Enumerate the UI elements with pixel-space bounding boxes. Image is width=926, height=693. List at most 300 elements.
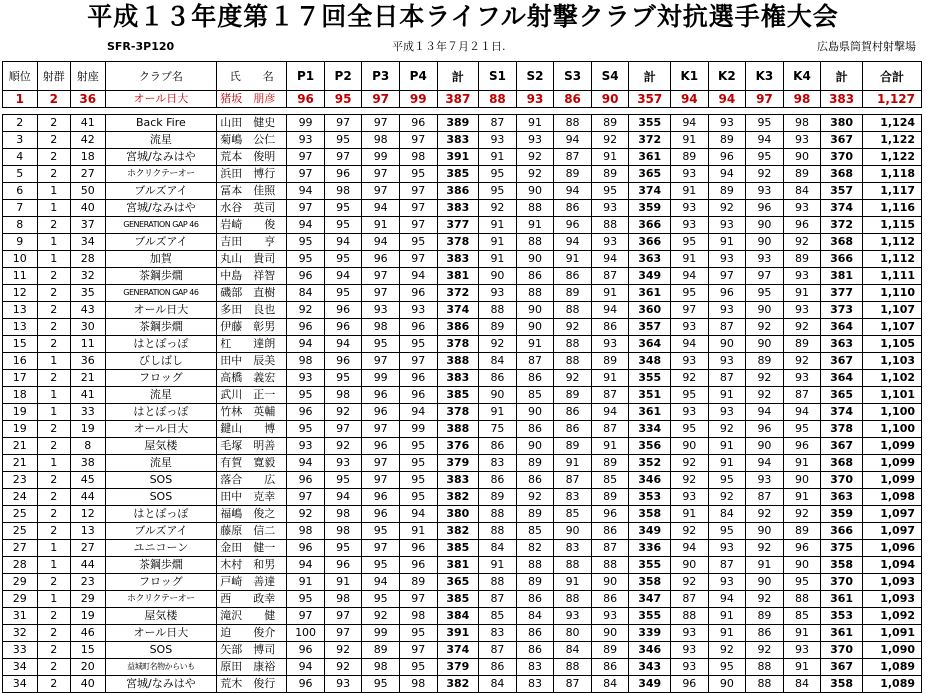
- kneeling-score-cell: 93: [708, 302, 746, 319]
- standing-sum-cell: 346: [629, 642, 671, 659]
- prone-score-cell: 96: [399, 557, 437, 574]
- prone-score-cell: 92: [287, 506, 325, 523]
- spacer-cell: [516, 108, 554, 115]
- standing-score-cell: 89: [516, 455, 554, 472]
- prone-score-cell: 92: [287, 302, 325, 319]
- standing-score-cell: 93: [591, 336, 629, 353]
- rank-cell: 11: [3, 268, 38, 285]
- standing-score-cell: 91: [479, 149, 517, 166]
- standing-score-cell: 86: [554, 268, 592, 285]
- kneeling-sum-cell: 361: [821, 591, 863, 608]
- rank-cell: 29: [3, 591, 38, 608]
- table-row: [3, 268, 922, 285]
- standing-score-cell: 91: [479, 217, 517, 234]
- prone-sum-cell: 383: [437, 370, 479, 387]
- standing-score-cell: 91: [479, 557, 517, 574]
- grand-total-cell: 1,118: [862, 166, 921, 183]
- spacer-cell: [479, 108, 517, 115]
- prone-score-cell: 99: [362, 370, 400, 387]
- club-cell: オール日大: [105, 91, 217, 108]
- prone-score-cell: 94: [287, 455, 325, 472]
- standing-score-cell: 96: [591, 506, 629, 523]
- kneeling-score-cell: 92: [671, 574, 709, 591]
- spacer-cell: [217, 108, 287, 115]
- rank-cell: 34: [3, 659, 38, 676]
- prone-score-cell: 96: [287, 642, 325, 659]
- lane-cell: 36: [71, 91, 106, 108]
- standing-score-cell: 93: [554, 608, 592, 625]
- standing-score-cell: 88: [516, 285, 554, 302]
- kneeling-score-cell: 92: [671, 370, 709, 387]
- kneeling-score-cell: 95: [708, 523, 746, 540]
- kneeling-score-cell: 93: [708, 574, 746, 591]
- club-cell: 宮城/なみはや: [105, 200, 217, 217]
- kneeling-score-cell: 90: [746, 438, 784, 455]
- grand-total-cell: 1,093: [862, 574, 921, 591]
- prone-sum-cell: 383: [437, 472, 479, 489]
- kneeling-score-cell: 92: [708, 642, 746, 659]
- prone-score-cell: 84: [287, 285, 325, 302]
- standing-score-cell: 88: [554, 302, 592, 319]
- spacer-cell: [105, 108, 217, 115]
- shooter-name-cell: 藤原 信二: [217, 523, 287, 540]
- table-row: [3, 506, 922, 523]
- prone-sum-cell: 377: [437, 217, 479, 234]
- prone-score-cell: 95: [324, 472, 362, 489]
- standing-score-cell: 89: [479, 319, 517, 336]
- table-row: [3, 319, 922, 336]
- kneeling-sum-cell: 381: [821, 268, 863, 285]
- standing-score-cell: 88: [516, 234, 554, 251]
- prone-score-cell: 96: [362, 438, 400, 455]
- prone-score-cell: 98: [362, 659, 400, 676]
- kneeling-sum-cell: 366: [821, 251, 863, 268]
- prone-score-cell: 95: [324, 132, 362, 149]
- prone-score-cell: 97: [287, 489, 325, 506]
- spacer-cell: [554, 108, 592, 115]
- kneeling-score-cell: 94: [746, 132, 784, 149]
- prone-score-cell: 91: [399, 523, 437, 540]
- standing-score-cell: 91: [554, 251, 592, 268]
- grand-total-cell: 1,122: [862, 132, 921, 149]
- prone-score-cell: 94: [287, 183, 325, 200]
- kneeling-score-cell: 93: [783, 268, 821, 285]
- event-date: 平成１３年７月２１日.: [392, 40, 506, 53]
- kneeling-score-cell: 95: [671, 421, 709, 438]
- kneeling-score-cell: 84: [708, 506, 746, 523]
- kneeling-score-cell: 96: [708, 149, 746, 166]
- kneeling-score-cell: 93: [671, 217, 709, 234]
- spacer-cell: [591, 108, 629, 115]
- grand-total-cell: 1,097: [862, 523, 921, 540]
- kneeling-score-cell: 91: [671, 251, 709, 268]
- kneeling-score-cell: 90: [746, 234, 784, 251]
- prone-score-cell: 94: [362, 234, 400, 251]
- kneeling-score-cell: 97: [746, 268, 784, 285]
- header-k1: K1: [671, 62, 709, 91]
- rank-cell: 2: [3, 115, 38, 132]
- page-title: 平成１３年度第１７回全日本ライフル射撃クラブ対抗選手権大会: [87, 2, 839, 31]
- lane-cell: 42: [71, 132, 106, 149]
- prone-score-cell: 97: [399, 200, 437, 217]
- prone-score-cell: 94: [399, 404, 437, 421]
- prone-score-cell: 94: [324, 336, 362, 353]
- club-cell: 屋気楼: [105, 608, 217, 625]
- prone-score-cell: 97: [362, 268, 400, 285]
- lane-cell: 38: [71, 455, 106, 472]
- grand-total-cell: 1,105: [862, 336, 921, 353]
- prone-score-cell: 96: [399, 387, 437, 404]
- prone-sum-cell: 388: [437, 353, 479, 370]
- prone-score-cell: 98: [324, 523, 362, 540]
- standing-score-cell: 93: [479, 132, 517, 149]
- standing-sum-cell: 334: [629, 421, 671, 438]
- club-cell: ホクリクテーオー: [105, 166, 217, 183]
- shooter-name-cell: 岩崎 俊: [217, 217, 287, 234]
- prone-score-cell: 97: [362, 540, 400, 557]
- lane-cell: 44: [71, 489, 106, 506]
- standing-score-cell: 89: [554, 387, 592, 404]
- standing-sum-cell: 361: [629, 285, 671, 302]
- spacer-cell: [3, 108, 38, 115]
- standing-score-cell: 89: [554, 166, 592, 183]
- kneeling-score-cell: 90: [783, 472, 821, 489]
- grand-total-cell: 1,112: [862, 234, 921, 251]
- standing-score-cell: 91: [479, 404, 517, 421]
- standing-sum-cell: 352: [629, 455, 671, 472]
- kneeling-score-cell: 90: [671, 438, 709, 455]
- club-cell: はとぽっぽ: [105, 336, 217, 353]
- prone-sum-cell: 387: [437, 91, 479, 108]
- group-cell: 1: [37, 540, 71, 557]
- standing-score-cell: 86: [516, 591, 554, 608]
- kneeling-score-cell: 95: [708, 472, 746, 489]
- prone-score-cell: 100: [287, 625, 325, 642]
- standing-sum-cell: 372: [629, 132, 671, 149]
- standing-score-cell: 83: [479, 625, 517, 642]
- kneeling-sum-cell: 357: [821, 183, 863, 200]
- kneeling-score-cell: 92: [671, 472, 709, 489]
- standing-score-cell: 92: [516, 149, 554, 166]
- standing-score-cell: 89: [591, 353, 629, 370]
- club-cell: はとぽっぽ: [105, 404, 217, 421]
- standing-score-cell: 86: [516, 268, 554, 285]
- grand-total-cell: 1,092: [862, 608, 921, 625]
- standing-sum-cell: 347: [629, 591, 671, 608]
- standing-score-cell: 86: [479, 370, 517, 387]
- standing-score-cell: 92: [479, 200, 517, 217]
- standing-score-cell: 93: [591, 200, 629, 217]
- prone-score-cell: 98: [399, 149, 437, 166]
- group-cell: 2: [37, 574, 71, 591]
- lane-cell: 43: [71, 302, 106, 319]
- prone-score-cell: 94: [399, 268, 437, 285]
- prone-score-cell: 92: [324, 659, 362, 676]
- lane-cell: 18: [71, 149, 106, 166]
- standing-sum-cell: 348: [629, 353, 671, 370]
- standing-score-cell: 86: [516, 625, 554, 642]
- prone-score-cell: 97: [287, 149, 325, 166]
- standing-score-cell: 92: [516, 166, 554, 183]
- standing-sum-cell: 363: [629, 251, 671, 268]
- standing-score-cell: 92: [554, 370, 592, 387]
- kneeling-score-cell: 93: [783, 132, 821, 149]
- lane-cell: 32: [71, 268, 106, 285]
- table-row: [3, 625, 922, 642]
- prone-score-cell: 95: [287, 251, 325, 268]
- standing-sum-cell: 365: [629, 166, 671, 183]
- prone-score-cell: 99: [362, 625, 400, 642]
- rank-cell: 19: [3, 421, 38, 438]
- kneeling-score-cell: 84: [783, 676, 821, 693]
- prone-score-cell: 97: [324, 149, 362, 166]
- group-cell: 2: [37, 166, 71, 183]
- kneeling-score-cell: 94: [708, 91, 746, 108]
- prone-score-cell: 96: [324, 302, 362, 319]
- lane-cell: 28: [71, 251, 106, 268]
- lane-cell: 30: [71, 319, 106, 336]
- prone-score-cell: 97: [324, 608, 362, 625]
- rank-cell: 12: [3, 285, 38, 302]
- kneeling-score-cell: 90: [783, 557, 821, 574]
- rank-cell: 17: [3, 370, 38, 387]
- prone-score-cell: 95: [399, 472, 437, 489]
- kneeling-score-cell: 90: [746, 302, 784, 319]
- kneeling-score-cell: 91: [671, 506, 709, 523]
- kneeling-sum-cell: 358: [821, 557, 863, 574]
- rank-cell: 10: [3, 251, 38, 268]
- standing-score-cell: 86: [516, 642, 554, 659]
- kneeling-score-cell: 94: [671, 268, 709, 285]
- standing-score-cell: 90: [516, 251, 554, 268]
- kneeling-score-cell: 91: [783, 455, 821, 472]
- group-cell: 2: [37, 676, 71, 693]
- kneeling-score-cell: 94: [783, 404, 821, 421]
- group-cell: 2: [37, 642, 71, 659]
- rank-cell: 24: [3, 489, 38, 506]
- prone-score-cell: 96: [362, 387, 400, 404]
- standing-score-cell: 86: [479, 659, 517, 676]
- standing-score-cell: 88: [516, 200, 554, 217]
- prone-score-cell: 97: [399, 353, 437, 370]
- standing-score-cell: 87: [479, 642, 517, 659]
- standing-score-cell: 87: [591, 421, 629, 438]
- prone-score-cell: 93: [324, 676, 362, 693]
- shooter-name-cell: 山田 健史: [217, 115, 287, 132]
- kneeling-score-cell: 92: [671, 523, 709, 540]
- standing-score-cell: 89: [591, 642, 629, 659]
- prone-score-cell: 95: [399, 455, 437, 472]
- prone-score-cell: 97: [362, 91, 400, 108]
- standing-score-cell: 89: [554, 438, 592, 455]
- grand-total-cell: 1,094: [862, 557, 921, 574]
- header-k3: K3: [746, 62, 784, 91]
- spacer-cell: [783, 108, 821, 115]
- kneeling-score-cell: 96: [783, 540, 821, 557]
- kneeling-score-cell: 96: [783, 438, 821, 455]
- kneeling-score-cell: 92: [783, 353, 821, 370]
- standing-score-cell: 88: [554, 659, 592, 676]
- standing-score-cell: 90: [516, 302, 554, 319]
- shooter-name-cell: 磯部 直樹: [217, 285, 287, 302]
- group-cell: 2: [37, 285, 71, 302]
- table-row: [3, 387, 922, 404]
- prone-score-cell: 94: [287, 659, 325, 676]
- standing-score-cell: 91: [516, 115, 554, 132]
- table-row: [3, 472, 922, 489]
- table-row: [3, 438, 922, 455]
- prone-score-cell: 91: [362, 217, 400, 234]
- prone-score-cell: 95: [399, 336, 437, 353]
- prone-score-cell: 95: [362, 591, 400, 608]
- shooter-name-cell: 菊嶋 公仁: [217, 132, 287, 149]
- spacer-cell: [324, 108, 362, 115]
- kneeling-score-cell: 93: [671, 489, 709, 506]
- kneeling-sum-cell: 370: [821, 642, 863, 659]
- prone-score-cell: 95: [324, 285, 362, 302]
- lane-cell: 45: [71, 472, 106, 489]
- kneeling-score-cell: 92: [746, 387, 784, 404]
- table-row: [3, 251, 922, 268]
- kneeling-score-cell: 92: [671, 455, 709, 472]
- prone-score-cell: 97: [362, 183, 400, 200]
- table-row: [3, 166, 922, 183]
- header-s2: S2: [516, 62, 554, 91]
- prone-score-cell: 95: [362, 557, 400, 574]
- kneeling-score-cell: 93: [708, 115, 746, 132]
- prone-score-cell: 96: [399, 319, 437, 336]
- standing-sum-cell: 357: [629, 319, 671, 336]
- prone-score-cell: 94: [399, 506, 437, 523]
- prone-score-cell: 91: [324, 574, 362, 591]
- club-cell: 茶鋼歩燗: [105, 268, 217, 285]
- header-p3: P3: [362, 62, 400, 91]
- table-row: [3, 200, 922, 217]
- group-cell: 2: [37, 489, 71, 506]
- table-row: [3, 370, 922, 387]
- kneeling-score-cell: 96: [746, 200, 784, 217]
- shooter-name-cell: 有賀 寛毅: [217, 455, 287, 472]
- kneeling-score-cell: 93: [708, 404, 746, 421]
- club-cell: ホクリクテーオー: [105, 591, 217, 608]
- spacer-cell: [862, 108, 921, 115]
- kneeling-score-cell: 87: [746, 489, 784, 506]
- rank-cell: 28: [3, 557, 38, 574]
- prone-score-cell: 95: [399, 438, 437, 455]
- prone-sum-cell: 383: [437, 132, 479, 149]
- group-cell: 1: [37, 353, 71, 370]
- prone-score-cell: 93: [399, 302, 437, 319]
- grand-total-cell: 1,111: [862, 268, 921, 285]
- standing-score-cell: 86: [591, 591, 629, 608]
- kneeling-sum-cell: 372: [821, 217, 863, 234]
- grand-total-cell: 1,090: [862, 642, 921, 659]
- prone-score-cell: 96: [399, 370, 437, 387]
- lane-cell: 27: [71, 166, 106, 183]
- standing-sum-cell: 357: [629, 91, 671, 108]
- shooter-name-cell: 木村 和男: [217, 557, 287, 574]
- standing-score-cell: 88: [479, 574, 517, 591]
- prone-score-cell: 99: [287, 115, 325, 132]
- standing-score-cell: 91: [554, 574, 592, 591]
- group-cell: 2: [37, 625, 71, 642]
- standing-sum-cell: 364: [629, 336, 671, 353]
- lane-cell: 21: [71, 370, 106, 387]
- table-row: [3, 217, 922, 234]
- shooter-name-cell: 荒木 俊行: [217, 676, 287, 693]
- kneeling-score-cell: 91: [783, 625, 821, 642]
- prone-score-cell: 97: [362, 166, 400, 183]
- group-cell: 2: [37, 336, 71, 353]
- standing-score-cell: 91: [591, 285, 629, 302]
- grand-total-cell: 1,116: [862, 200, 921, 217]
- kneeling-score-cell: 85: [783, 608, 821, 625]
- kneeling-score-cell: 89: [746, 608, 784, 625]
- grand-total-cell: 1,098: [862, 489, 921, 506]
- kneeling-score-cell: 91: [746, 557, 784, 574]
- prone-sum-cell: 380: [437, 506, 479, 523]
- prone-score-cell: 95: [399, 234, 437, 251]
- prone-sum-cell: 383: [437, 200, 479, 217]
- kneeling-score-cell: 97: [746, 91, 784, 108]
- prone-score-cell: 95: [362, 523, 400, 540]
- standing-score-cell: 87: [516, 353, 554, 370]
- kneeling-score-cell: 91: [708, 608, 746, 625]
- standing-score-cell: 87: [479, 591, 517, 608]
- kneeling-score-cell: 91: [708, 455, 746, 472]
- standing-sum-cell: 353: [629, 489, 671, 506]
- standing-score-cell: 92: [516, 489, 554, 506]
- shooter-name-cell: 迫 俊介: [217, 625, 287, 642]
- header-k-sum: 計: [821, 62, 863, 91]
- standing-sum-cell: 351: [629, 387, 671, 404]
- rank-cell: 13: [3, 319, 38, 336]
- standing-score-cell: 80: [554, 625, 592, 642]
- spacer-cell: [671, 108, 709, 115]
- kneeling-sum-cell: 361: [821, 625, 863, 642]
- standing-score-cell: 87: [591, 387, 629, 404]
- prone-score-cell: 96: [399, 115, 437, 132]
- results-body: [3, 91, 922, 693]
- grand-total-cell: 1,099: [862, 455, 921, 472]
- kneeling-score-cell: 92: [783, 234, 821, 251]
- standing-sum-cell: 355: [629, 557, 671, 574]
- prone-score-cell: 95: [287, 591, 325, 608]
- club-cell: 益城町名物からいも: [105, 659, 217, 676]
- prone-score-cell: 95: [399, 166, 437, 183]
- header-p2: P2: [324, 62, 362, 91]
- kneeling-score-cell: 89: [746, 353, 784, 370]
- standing-score-cell: 90: [591, 625, 629, 642]
- shooter-name-cell: 冨本 佳照: [217, 183, 287, 200]
- kneeling-score-cell: 88: [783, 591, 821, 608]
- prone-score-cell: 96: [287, 472, 325, 489]
- standing-score-cell: 91: [591, 149, 629, 166]
- club-cell: はとぽっぽ: [105, 506, 217, 523]
- kneeling-score-cell: 98: [783, 115, 821, 132]
- prone-score-cell: 96: [362, 404, 400, 421]
- prone-score-cell: 96: [287, 319, 325, 336]
- rank-cell: 25: [3, 523, 38, 540]
- table-row: [3, 421, 922, 438]
- prone-score-cell: 95: [362, 336, 400, 353]
- standing-sum-cell: 336: [629, 540, 671, 557]
- kneeling-score-cell: 95: [746, 115, 784, 132]
- lane-cell: 50: [71, 183, 106, 200]
- prone-score-cell: 97: [362, 115, 400, 132]
- row-spacer: [3, 108, 922, 115]
- kneeling-sum-cell: 367: [821, 132, 863, 149]
